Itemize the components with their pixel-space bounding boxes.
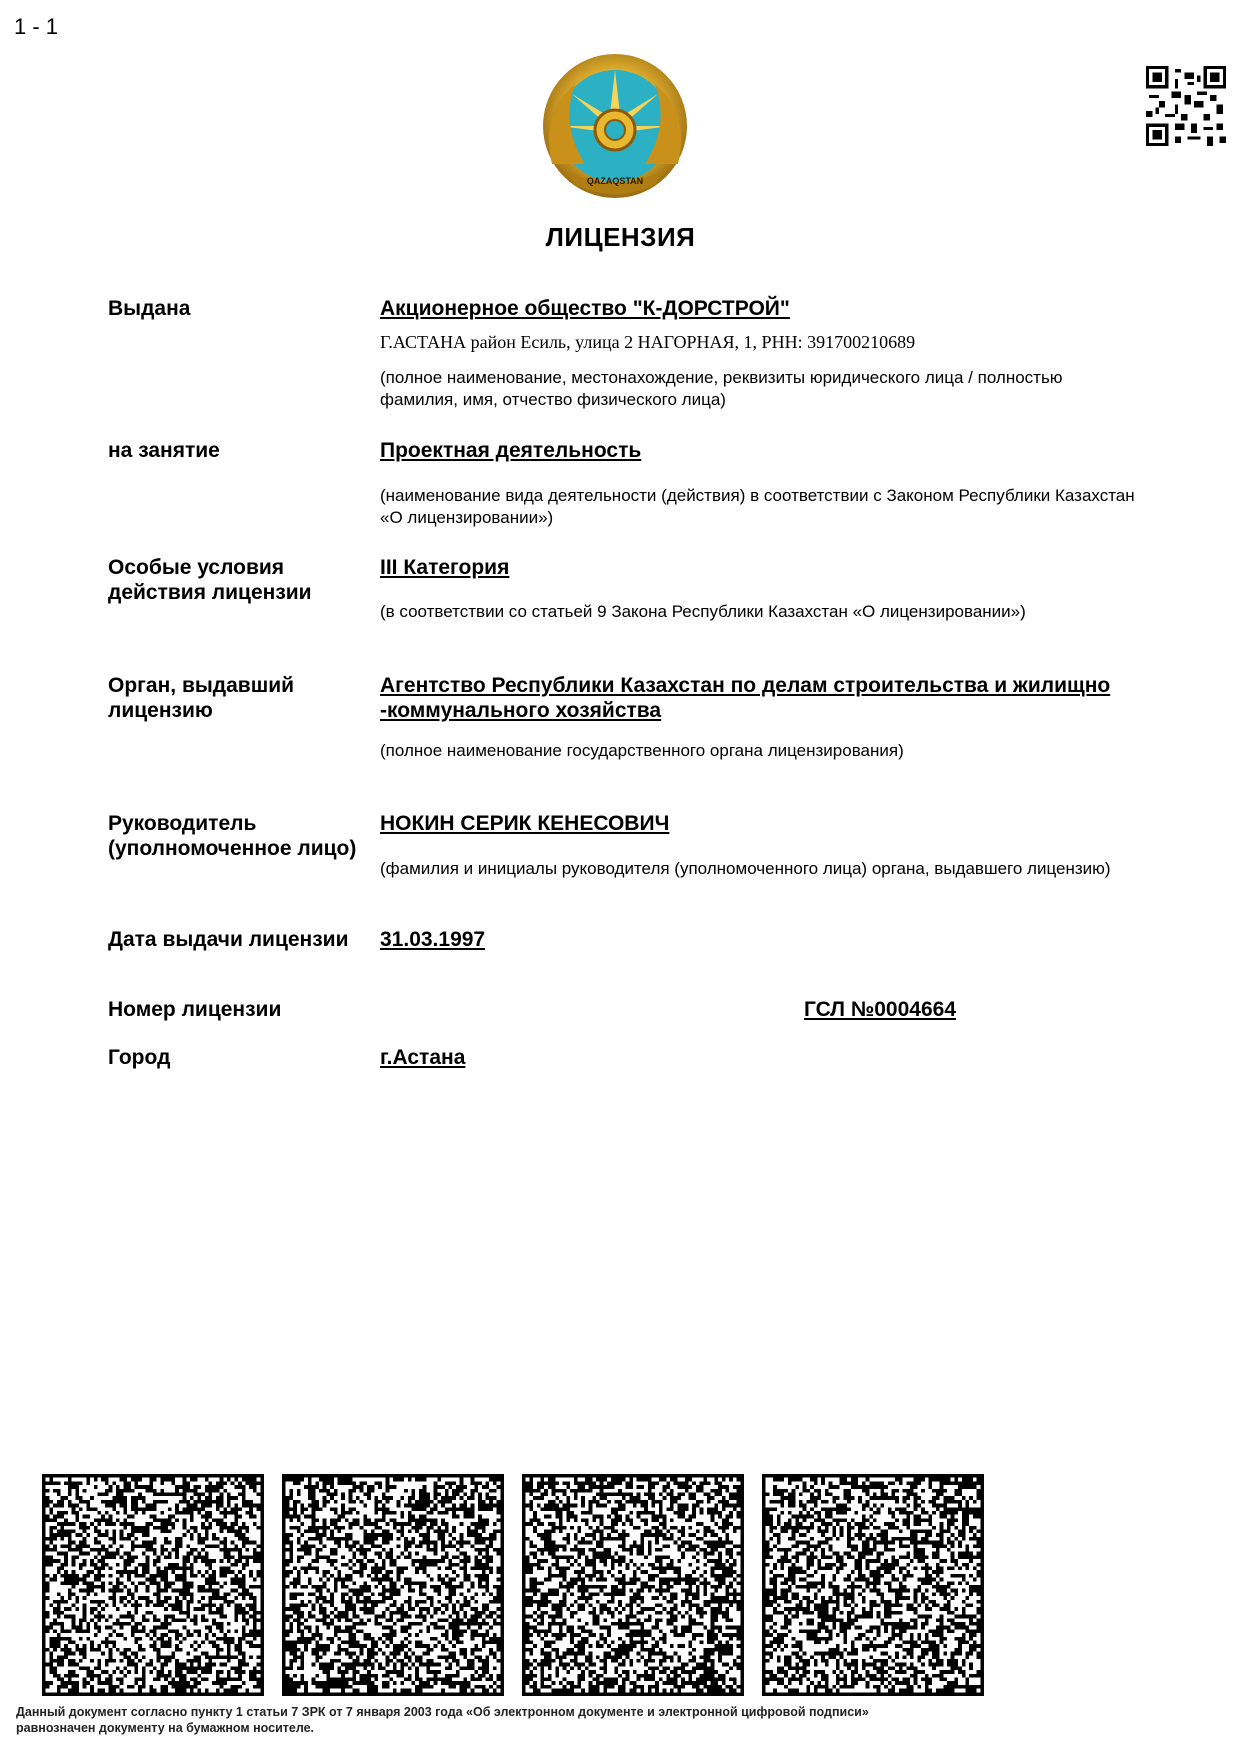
signature-barcode-1-icon: [42, 1474, 264, 1696]
emblem-lettering: QAZAQSTAN: [586, 176, 644, 186]
head-value: НОКИН СЕРИК КЕНЕСОВИЧ: [380, 812, 670, 835]
conditions-note: (в соответствии со статьей 9 Закона Республики Казахстан «О лицензировании»): [380, 602, 1026, 621]
conditions-label: Особые условия действия лицензии: [108, 556, 312, 604]
signature-barcode-3-icon: [522, 1474, 744, 1696]
issued-address: Г.АСТАНА район Есиль, улица 2 НАГОРНАЯ, 1, РНН: 391700210689: [380, 332, 916, 352]
issued-value: Акционерное общество "К-ДОРСТРОЙ": [380, 297, 790, 320]
activity-label: на занятие: [108, 439, 220, 462]
footer-line-1: Данный документ согласно пункту 1 статьи 7 ЗРК от 7 января 2003 года «Об электронном документе и электронной цифровой подписи»: [16, 1705, 869, 1719]
activity-note: (наименование вида деятельности (действия) в соответствии с Законом Республики Казахстан «О лицензировании»): [380, 486, 1135, 527]
head-note: (фамилия и инициалы руководителя (уполномоченного лица) органа, выдавшего лицензию): [380, 859, 1111, 878]
authority-value: Агентство Республики Казахстан по делам строительства и жилищно -коммунального хозяйства: [380, 674, 1111, 722]
page-number: 1 - 1: [14, 14, 59, 39]
authority-note: (полное наименование государственного органа лицензирования): [380, 741, 904, 760]
city-label: Город: [108, 1046, 171, 1069]
document-title: ЛИЦЕНЗИЯ: [545, 222, 696, 252]
qr-code-icon: [1146, 66, 1226, 146]
head-label: Руководитель (уполномоченное лицо): [108, 812, 357, 860]
number-label: Номер лицензии: [108, 998, 282, 1021]
city-value: г.Астана: [380, 1046, 466, 1069]
state-emblem-icon: [530, 54, 700, 204]
date-label: Дата выдачи лицензии: [108, 928, 349, 951]
signature-barcode-2-icon: [282, 1474, 504, 1696]
issued-label: Выдана: [108, 297, 191, 320]
authority-label: Орган, выдавший лицензию: [108, 674, 295, 722]
number-value: ГСЛ №0004664: [804, 998, 957, 1021]
activity-value: Проектная деятельность: [380, 439, 642, 462]
legal-footer: [16, 1704, 869, 1736]
date-value: 31.03.1997: [380, 928, 486, 951]
conditions-value: III Категория: [380, 556, 510, 579]
signature-barcode-4-icon: [762, 1474, 984, 1696]
issued-note: (полное наименование, местонахождение, реквизиты юридического лица / полностью фамилия, имя, отчество физического лица): [380, 368, 1063, 409]
footer-line-2: равнозначен документу на бумажном носителе.: [16, 1721, 315, 1735]
